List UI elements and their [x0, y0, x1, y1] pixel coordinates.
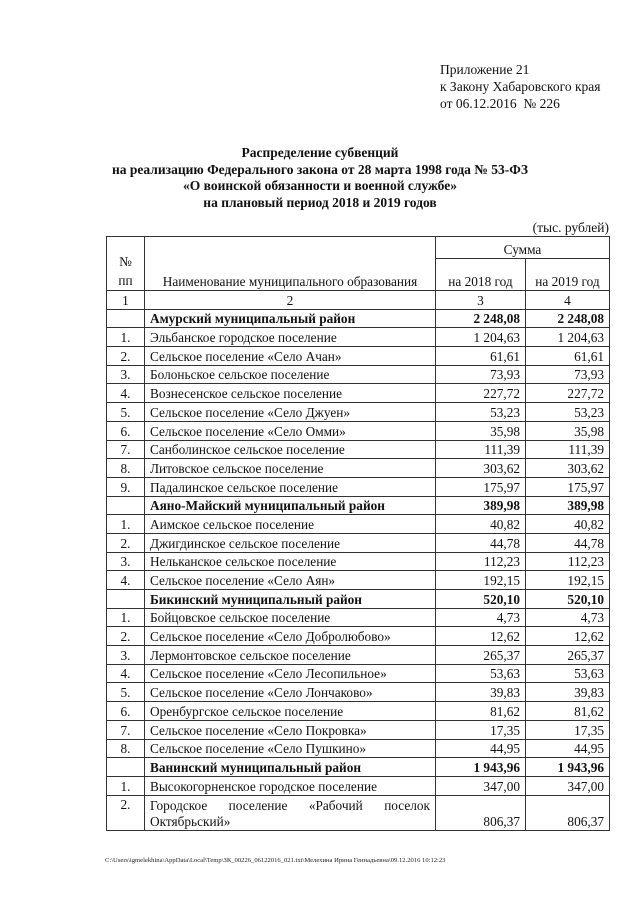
table-row — [107, 739, 610, 758]
row-name: Лермонтовское сельское поселение — [145, 646, 436, 665]
header-number — [107, 237, 145, 291]
row-number: 1. — [107, 776, 145, 795]
row-2018: 806,37 — [436, 795, 526, 830]
row-number: 8. — [107, 739, 145, 758]
row-2019: 44,78 — [526, 533, 610, 552]
row-number: 2. — [107, 347, 145, 366]
document-title — [100, 145, 540, 211]
row-name — [145, 795, 436, 830]
row-name: Бойцовское сельское поселение — [145, 608, 436, 627]
table-row — [107, 627, 610, 646]
row-2018: 112,23 — [436, 552, 526, 571]
row-name: Бикинский муниципальный район — [145, 590, 436, 609]
table-row — [107, 515, 610, 534]
row-2019: 175,97 — [526, 477, 610, 496]
index-col-4: 4 — [526, 291, 610, 310]
row-name: Сельское поселение «Село Омми» — [145, 421, 436, 440]
table-row — [107, 683, 610, 702]
row-number: 2. — [107, 795, 145, 830]
row-2019: 39,83 — [526, 683, 610, 702]
row-number — [107, 758, 145, 777]
row-name-word: Городское — [150, 797, 208, 813]
table-row — [107, 440, 610, 459]
header-2019: на 2019 год — [526, 259, 610, 291]
appendix-law-ref: к Закону Хабаровского края — [440, 79, 601, 94]
row-2019: 53,23 — [526, 403, 610, 422]
row-name: Сельское поселение «Село Пушкино» — [145, 739, 436, 758]
row-number: 5. — [107, 403, 145, 422]
row-2018: 2 248,08 — [436, 309, 526, 328]
row-number: 4. — [107, 384, 145, 403]
header-2018: на 2018 год — [436, 259, 526, 291]
table-row — [107, 795, 610, 830]
row-number: 9. — [107, 477, 145, 496]
row-2019: 520,10 — [526, 590, 610, 609]
title-line-2: на реализацию Федерального закона от 28 марта 1998 года № 53-ФЗ — [112, 161, 528, 177]
header-sum: Сумма — [436, 237, 610, 259]
row-number: 2. — [107, 627, 145, 646]
row-2019: 4,73 — [526, 608, 610, 627]
row-name: Сельское поселение «Село Лончаково» — [145, 683, 436, 702]
table-row — [107, 552, 610, 571]
row-number: 1. — [107, 328, 145, 347]
row-2018: 44,78 — [436, 533, 526, 552]
row-2018: 111,39 — [436, 440, 526, 459]
row-2019: 389,98 — [526, 496, 610, 515]
row-name-line-1 — [150, 798, 430, 814]
row-name: Вознесенское сельское поселение — [145, 384, 436, 403]
row-number: 4. — [107, 664, 145, 683]
row-2019: 81,62 — [526, 702, 610, 721]
row-2018: 303,62 — [436, 459, 526, 478]
column-index-row — [107, 291, 610, 310]
table-row — [107, 384, 610, 403]
row-2019: 35,98 — [526, 421, 610, 440]
index-col-3: 3 — [436, 291, 526, 310]
row-number: 7. — [107, 720, 145, 739]
title-line-3: «О воинской обязанности и военной службе» — [183, 178, 457, 193]
row-2019: 1 204,63 — [526, 328, 610, 347]
row-2018: 192,15 — [436, 571, 526, 590]
row-2018: 265,37 — [436, 646, 526, 665]
district-row — [107, 758, 610, 777]
row-name: Сельское поселение «Село Покровка» — [145, 720, 436, 739]
table-row — [107, 571, 610, 590]
table-row — [107, 664, 610, 683]
row-2018: 12,62 — [436, 627, 526, 646]
row-2019: 73,93 — [526, 365, 610, 384]
row-2019: 111,39 — [526, 440, 610, 459]
row-name: Болоньское сельское поселение — [145, 365, 436, 384]
header-number-line-1: № — [119, 254, 132, 269]
row-2018: 73,93 — [436, 365, 526, 384]
table-row — [107, 328, 610, 347]
row-name-word: «Рабочий — [308, 797, 363, 813]
row-name: Эльбанское городское поселение — [145, 328, 436, 347]
row-number: 8. — [107, 459, 145, 478]
row-2019: 227,72 — [526, 384, 610, 403]
title-line-1: Распределение субвенций — [241, 145, 399, 160]
row-2019: 1 943,96 — [526, 758, 610, 777]
row-name: Оренбургское сельское поселение — [145, 702, 436, 721]
row-2018: 4,73 — [436, 608, 526, 627]
row-name-word: поселок — [384, 797, 430, 813]
table-row — [107, 646, 610, 665]
file-path-footer: C:\Users\igmelekhina\AppData\Local\Temp\ЗК_00226_06122016_021.txt\Мелехина Ирина Геннадьевна\09.12.2016 10:12:23 — [105, 857, 446, 864]
row-2018: 347,00 — [436, 776, 526, 795]
row-2019: 303,62 — [526, 459, 610, 478]
row-number: 5. — [107, 683, 145, 702]
row-2018: 175,97 — [436, 477, 526, 496]
header-number-line-2: пп — [118, 273, 133, 288]
row-name-line-2: Октябрьский» — [150, 813, 231, 829]
row-name: Аяно-Майский муниципальный район — [145, 496, 436, 515]
table-row — [107, 421, 610, 440]
row-2019: 12,62 — [526, 627, 610, 646]
row-name: Аимское сельское поселение — [145, 515, 436, 534]
row-2018: 1 204,63 — [436, 328, 526, 347]
row-2019: 806,37 — [526, 795, 610, 830]
row-2018: 17,35 — [436, 720, 526, 739]
subsidy-table — [106, 236, 610, 831]
row-name-word: поселение — [228, 797, 288, 813]
row-2018: 389,98 — [436, 496, 526, 515]
row-2019: 2 248,08 — [526, 309, 610, 328]
row-number — [107, 590, 145, 609]
row-2018: 39,83 — [436, 683, 526, 702]
row-2019: 44,95 — [526, 739, 610, 758]
table-row — [107, 459, 610, 478]
appendix-date: от 06.12.2016 № 226 — [440, 96, 560, 111]
row-name: Высокогорненское городское поселение — [145, 776, 436, 795]
row-2018: 1 943,96 — [436, 758, 526, 777]
table-row — [107, 720, 610, 739]
row-2018: 520,10 — [436, 590, 526, 609]
row-name: Джигдинское сельское поселение — [145, 533, 436, 552]
district-row — [107, 496, 610, 515]
table-row — [107, 403, 610, 422]
row-2018: 227,72 — [436, 384, 526, 403]
row-2018: 53,23 — [436, 403, 526, 422]
row-name: Сельское поселение «Село Лесопильное» — [145, 664, 436, 683]
table-row — [107, 776, 610, 795]
district-row — [107, 309, 610, 328]
table-row — [107, 702, 610, 721]
row-name: Сельское поселение «Село Джуен» — [145, 403, 436, 422]
row-number: 3. — [107, 552, 145, 571]
row-2019: 40,82 — [526, 515, 610, 534]
appendix-header — [440, 61, 601, 112]
index-col-2: 2 — [145, 291, 436, 310]
row-2019: 192,15 — [526, 571, 610, 590]
row-2019: 61,61 — [526, 347, 610, 366]
row-number: 4. — [107, 571, 145, 590]
table-row — [107, 347, 610, 366]
row-2019: 265,37 — [526, 646, 610, 665]
index-col-1: 1 — [107, 291, 145, 310]
table-row — [107, 477, 610, 496]
row-name: Литовское сельское поселение — [145, 459, 436, 478]
row-number: 2. — [107, 533, 145, 552]
row-number — [107, 309, 145, 328]
row-number: 1. — [107, 515, 145, 534]
row-2018: 53,63 — [436, 664, 526, 683]
row-2018: 44,95 — [436, 739, 526, 758]
row-2018: 61,61 — [436, 347, 526, 366]
table-row — [107, 533, 610, 552]
table-row — [107, 365, 610, 384]
row-name: Санболинское сельское поселение — [145, 440, 436, 459]
row-name: Сельское поселение «Село Ачан» — [145, 347, 436, 366]
row-number: 7. — [107, 440, 145, 459]
district-row — [107, 590, 610, 609]
row-number: 6. — [107, 421, 145, 440]
row-name: Нельканское сельское поселение — [145, 552, 436, 571]
row-number: 3. — [107, 365, 145, 384]
row-name: Падалинское сельское поселение — [145, 477, 436, 496]
row-name: Сельское поселение «Село Добролюбово» — [145, 627, 436, 646]
row-number: 6. — [107, 702, 145, 721]
row-number: 1. — [107, 608, 145, 627]
row-2018: 40,82 — [436, 515, 526, 534]
table-row — [107, 608, 610, 627]
row-name: Ванинский муниципальный район — [145, 758, 436, 777]
row-2019: 17,35 — [526, 720, 610, 739]
row-2019: 112,23 — [526, 552, 610, 571]
appendix-number: Приложение 21 — [440, 62, 530, 77]
title-line-4: на плановый период 2018 и 2019 годов — [203, 194, 437, 210]
row-2018: 81,62 — [436, 702, 526, 721]
row-name: Амурский муниципальный район — [145, 309, 436, 328]
row-number — [107, 496, 145, 515]
row-2018: 35,98 — [436, 421, 526, 440]
row-name: Сельское поселение «Село Аян» — [145, 571, 436, 590]
units-label: (тыс. рублей) — [532, 220, 609, 235]
row-2019: 347,00 — [526, 776, 610, 795]
row-2019: 53,63 — [526, 664, 610, 683]
header-name: Наименование муниципального образования — [145, 237, 436, 291]
row-number: 3. — [107, 646, 145, 665]
